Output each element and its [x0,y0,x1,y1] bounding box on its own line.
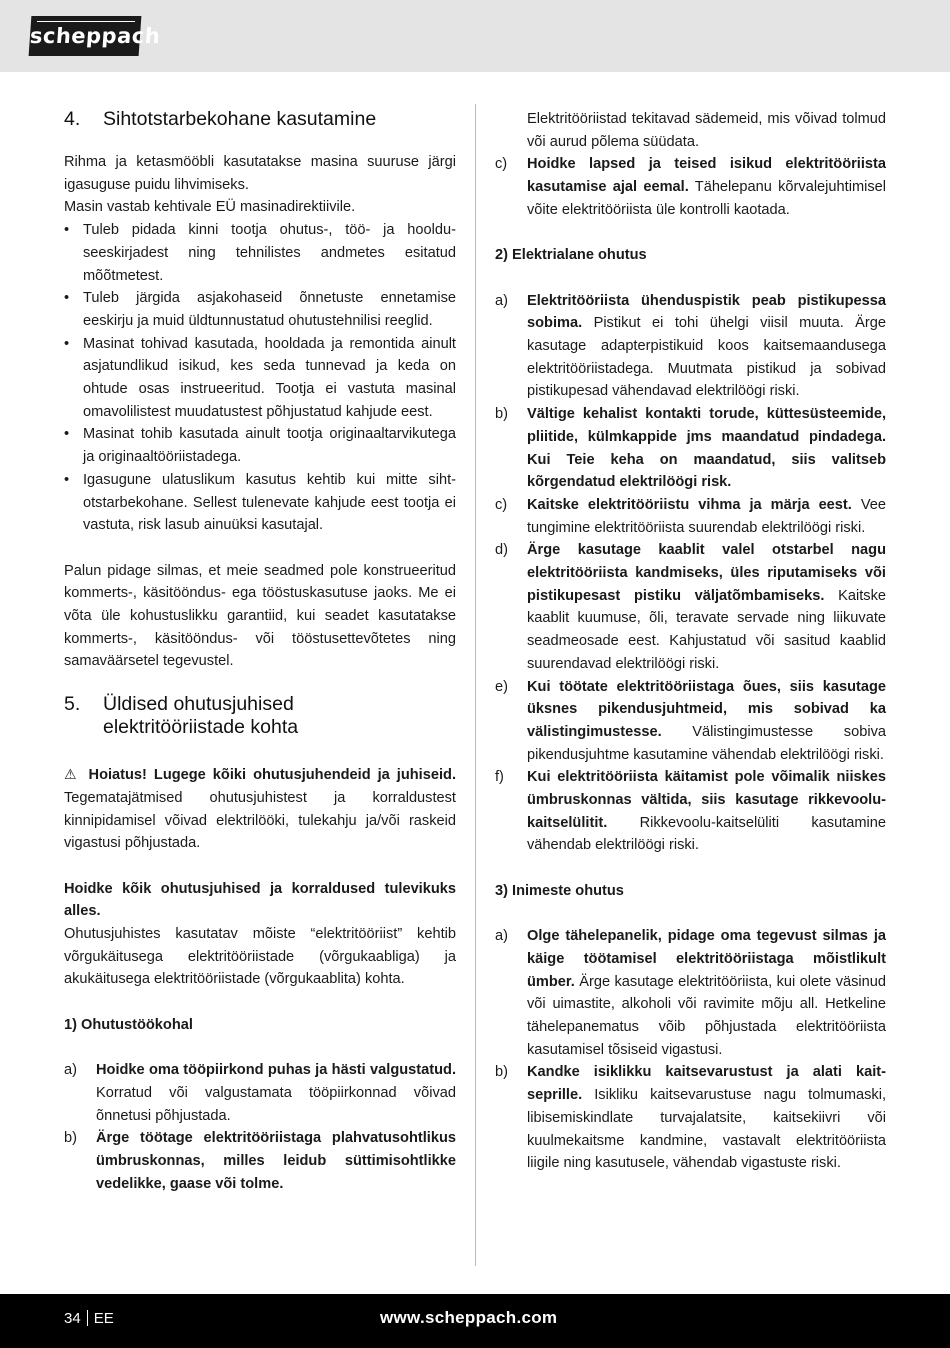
section-title-line: Üldised ohutusjuhised [103,693,294,716]
column-divider [475,104,476,1266]
bullet-item [64,333,456,424]
logo-rule [37,21,135,22]
item-plain: Välistingimustesse sobiva pikendusjuhtme kasutamine vähendab elektrilöögi riski. [527,723,886,763]
item-bold: Olge tähelepanelik, pidage oma tegevust silmas ja käige töötamisel elektritööriistaga mõistlikult ümber. [527,928,886,990]
paragraph: Rihma ja ketasmööbli kasutatakse masina suuruse järgi igasuguse puidu lihvimiseks. [64,154,456,193]
subsection-heading [495,244,886,267]
item-text [527,403,886,494]
section-number: 5. [64,693,81,716]
item-plain: Kaitske kaablit kuumuse, õli, teravate servade ning liikuvate seadmeosade eest. Kahjustatud või sasitud kaablid suurendavad elektrilöögi riski. [527,587,886,672]
bullet-text: Tuleb pidada kinni tootja ohutus-, töö- ja hoolduseeskirjadest ning tehnilistes andmetes esitatud mõõtmetest. [83,222,456,284]
page-separator [87,1310,88,1326]
list-item [495,153,886,221]
item-mark: d) [495,542,508,559]
paragraph: Masin vastab kehtivale EÜ masinadirektiivile. [64,199,356,216]
item-bold: Elektritööriista ühenduspistik peab pistikupessa sobima. [527,292,886,332]
list-item [495,766,886,857]
item-plain: Tähelepanu kõrvalejuhtimisel võite elektritööriista üle kontrolli kaotada. [527,179,886,218]
bullet-item [64,423,456,468]
warning-paragraph [64,763,456,855]
subsection-heading [495,880,886,903]
subsection-heading [64,1014,456,1037]
subsection-heading-text: 2) Elektrialane ohutus [495,247,647,264]
item-mark: b) [495,406,508,423]
warning-triangle-icon: ⚠ [64,766,80,783]
item-mark: a) [495,928,508,945]
item-plain: Korratud või valgustamata tööpiirkonnad võivad õnnetusi põhjustada. [96,1084,456,1124]
list-item [64,1059,456,1127]
left-column [64,108,456,1195]
item-bold: Hoidke lapsed ja teised isikud elektritööriista kasutamise ajal eemal. [527,156,886,196]
item-text [96,1059,456,1127]
list-item [495,290,886,404]
item-text [527,1061,886,1175]
item-bold: Ärge kasutage kaablit valel otstarbel nagu elektritööriista kandmiseks, üles riputamiseks või pistikupesast pistiku väljatõmbamiseks. [527,542,886,604]
item-bold: Vältige kehalist kontakti torude, küttesüsteemide, pliitide, külmkappide jms maandatud pindadega. Kui Teie keha on maandatud, siis valitseb kõrgendatud elektrilöögi risk. [527,406,886,491]
item-text [527,539,886,675]
item-text [527,153,886,221]
paragraph: Ohutusjuhistes kasutatav mõiste “elektritööriist” kehtib võrgukäitusega elektritööriistade (võrgukaabliga) ja akukäitusega elektritööriistade (võrgukaablita) kohta. [64,926,456,988]
section-title-line: elektritööriistade kohta [103,716,299,739]
subsection-heading-text: 3) Inimeste ohutus [495,882,624,899]
item-text [527,290,886,404]
item-text [527,766,886,857]
item-mark: a) [64,1062,77,1079]
continued-text [495,108,886,153]
item-text [527,676,886,767]
keep-instructions-heading [64,878,456,923]
scheppach-logo [29,16,162,56]
subsection-heading-text: 1) Ohutustöökohal [64,1016,193,1033]
item-mark: c) [495,156,508,173]
item-mark: e) [495,678,508,695]
bullet-mark: • [64,335,70,352]
bullet-item [64,219,456,287]
item-plain: Vee tungimine elektritööriista suurendab elektrilöögi riski. [527,496,886,536]
indent [495,108,527,153]
bullet-text: Tuleb järgida asjakohaseid õnnetuste ennetamise eeskirju ja muid üldtunnustatud ohutustehnilisi reeglid. [83,290,456,329]
item-plain: Isikliku kaitsevarustuse nagu tolmumaski, libisemiskindlate turvajalatsite, kaitsekiivri või kuulmekaitsme kandmine, vastavalt elektritööriista liigile ning kasutusele, vähendab vigastuste riski. [527,1087,886,1172]
item-text [527,925,886,1061]
list-item [64,1127,456,1195]
warning-bold-text: Hoiatus! Lugege kõiki ohutusjuhendeid ja juhiseid. [88,767,456,784]
item-text [96,1127,456,1195]
item-bold: Hoidke oma tööpiirkond puhas ja hästi valgustatud. [96,1062,456,1079]
item-mark: a) [495,292,508,309]
item-bold: Kandke isiklikku kaitsevarustust ja alati kaitseprille. [527,1064,886,1104]
item-mark: c) [495,496,508,513]
item-mark: b) [64,1130,77,1147]
warning-text: Tegematajätmised ohutusjuhistest ja korraldustest kinnipidamisel võivad elektrilööki, tulekahju ja/või raskeid vigastusi põhjustada. [64,789,456,852]
list-item [495,494,886,539]
item-plain: Elektritööriistad tekitavad sädemeid, mis võivad tolmud või aurud põlema süüdata. [527,111,886,150]
item-plain: Rikkevoolu-kaitselüliti kasutamine vähendab elektrilöögi riski. [527,814,886,854]
warning-bold [64,767,456,783]
bullet-text: Igasugune ulatuslikum kasutus kehtib kui mitte sihtotstarbekohane. Sellest tulenevate kahjude eest tootja ei vastuta, risk lasub ainuüksi kasutajal. [83,471,456,534]
section-5-heading [64,693,456,739]
item-mark: b) [495,1064,508,1081]
page-number-value: 34 [64,1310,81,1327]
item-bold: Kaitske elektritööriistu vihma ja märja eest. [527,496,852,513]
item-bold: Ärge töötage elektritööriistaga plahvatusohtlikus ümbruskonnas, milles leidub süttimisohtlikke vedelikke, gaase või tolme. [96,1130,456,1192]
item-plain: Ärge kasutage elektritööriista, kui olete väsinud või uimastite, alkoholi või ravimite mõju all. Hetkeline tähelepanematus võib põhjustada elektritööriista kasutamisel tõsiseid vigastusi. [527,973,886,1058]
logo-text: scheppach [29,24,162,48]
item-text [527,494,886,539]
section-title [103,693,456,739]
bullet-text: Masinat tohivad kasutada, hooldada ja remontida ainult asjatundlikud isikud, kes seda tunnevad ja keda on ohtude osas instrueeritud. Tootja ei vastuta masinal omavolilistest muudatustest põhjustatud kahjude eest. [83,335,456,420]
bullet-item [64,469,456,537]
bullet-mark: • [64,426,70,443]
bullet-mark: • [64,290,70,307]
list-item [495,1061,886,1175]
keep-bold-text: Hoidke kõik ohutusjuhised ja korraldused tulevikuks alles. [64,880,456,920]
bullet-text: Masinat tohib kasutada ainult tootja originaaltarvikutega ja originaaltööriistadega. [83,426,456,466]
item-mark: f) [495,769,504,786]
page-number [64,1309,114,1329]
language-code: EE [93,1310,114,1327]
bullet-item [64,287,456,332]
list-item [495,676,886,767]
paragraph: Palun pidage silmas, et meie seadmed pole konstrueeritud kommerts-, käsitööndus- ega tööstuskasutuse jaoks. Me ei võta üle kohustuslikku garantiid, kui seadet kasutatakse kommerts-, käsitööndus- või tööstusettevõtetes ning samaväärsetel tegevustel. [64,562,456,670]
list-item [495,403,886,494]
item-bold: Kui töötate elektritööriistaga õues, siis kasutage üksnes pikendusjuhtmeid, mis sobivad ka välistingimustesse. [527,678,886,740]
right-column [495,108,886,1175]
item-bold: Kui elektritööriista käitamist pole võimalik niiskes ümbruskonnas vältida, siis kasutage rikkevoolu-kaitselülitit. [527,769,886,831]
website-url: www.scheppach.com [380,1308,558,1327]
bullet-mark: • [64,222,70,239]
section-4-heading [64,108,456,131]
header-bar [0,0,950,72]
item-plain: Pistikut ei tohi ühelgi viisil muuta. Ärge kasutage adapterpistikuid koos kaitsemaandusega elektritööriistadega. Muutmata pistikud ja sobivad pistikupesad vähendavad elektrilöögi riski. [527,315,886,400]
list-item [495,925,886,1061]
section-number: 4. [64,108,81,130]
bullet-mark: • [64,471,70,488]
section-title: Sihtotstarbekohane kasutamine [103,108,377,130]
list-item [495,539,886,675]
